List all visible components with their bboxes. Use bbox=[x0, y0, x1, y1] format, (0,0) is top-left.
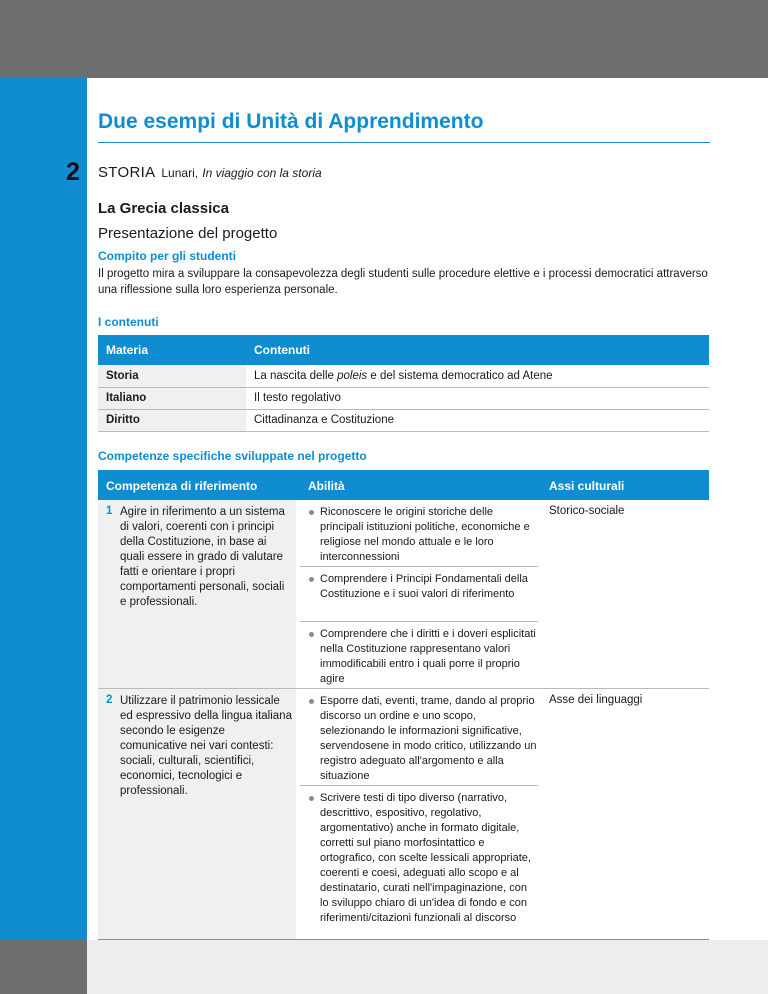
top-band bbox=[0, 0, 768, 78]
footer-band bbox=[87, 940, 768, 994]
competence-number: 2 bbox=[106, 694, 113, 706]
content-text: e del sistema democratico ad Atene bbox=[367, 369, 553, 382]
subject-name: STORIA bbox=[98, 164, 156, 181]
ability-item: Esporre dati, eventi, trame, dando al proprio discorso un ordine e uno scopo, selezionando le informazioni significative, servendosene in modo critico, utilizzando un registro adeguato all'argomento e alla situazione bbox=[306, 694, 538, 784]
chapter-number: 2 bbox=[66, 158, 80, 186]
ability-divider bbox=[300, 785, 538, 786]
col-subject: Materia bbox=[98, 335, 246, 365]
task-text: Il progetto mira a sviluppare la consapevolezza degli studenti sulle procedure elettive e i processi democratici attraverso una riflessione sulla loro esperienza personale. bbox=[98, 268, 708, 296]
content-text: La nascita delle bbox=[254, 369, 338, 382]
col-ability: Abilità bbox=[308, 479, 345, 493]
table-row bbox=[98, 387, 709, 409]
ability-item: Comprendere i Principi Fondamentali della Costituzione e i suoi valori di riferimento bbox=[306, 572, 538, 602]
left-bar-footer bbox=[0, 940, 87, 994]
ability-divider bbox=[300, 621, 538, 622]
competence-number: 1 bbox=[106, 505, 113, 517]
subject-cell: Storia bbox=[98, 365, 246, 387]
col-competence: Competenza di riferimento bbox=[106, 479, 258, 493]
col-content: Contenuti bbox=[246, 335, 709, 365]
content-emphasis: poleis bbox=[337, 369, 368, 382]
ability-item: Comprendere che i diritti e i doveri esplicitati nella Costituzione rappresentano valori immodificabili entro i quali porre il proprio agire bbox=[306, 627, 538, 687]
subject-cell: Diritto bbox=[98, 409, 246, 431]
table-bottom-rule bbox=[98, 939, 709, 940]
title-divider bbox=[98, 142, 710, 143]
table-row bbox=[98, 409, 709, 431]
table-row bbox=[98, 365, 709, 387]
col-axis: Assi culturali bbox=[549, 479, 625, 493]
ability-item: Riconoscere le origini storiche delle principali istituzioni politiche, economiche e religiose nel mondo attuale e le loro interconnessioni bbox=[306, 505, 538, 565]
row-divider bbox=[98, 688, 709, 689]
competence-text: Agire in riferimento a un sistema di valori, coerenti con i principi della Costituzione, in base ai quali essere in grado di valutare fatti e orientare i propri comportamenti personali, sociali e professionali. bbox=[120, 506, 285, 608]
ability-item: Scrivere testi di tipo diverso (narrativo, descrittivo, espositivo, regolativo, argomentativo) anche in formato digitale, corretti sul piano morfosintattico e ortografico, con scelte lessicali appropriate, coerenti e coesi, adeguati allo scopo e al destinatario, curati nell'impaginazione, con lo sviluppo chiaro di un'idea di fondo e con riferimenti/citazioni funzionali al discorso bbox=[306, 791, 538, 926]
contents-heading: I contenuti bbox=[98, 315, 159, 329]
presentation-heading: Presentazione del progetto bbox=[98, 225, 278, 242]
axis-text: Asse dei linguaggi bbox=[549, 694, 643, 706]
left-color-bar bbox=[0, 78, 87, 940]
axis-column bbox=[541, 500, 709, 940]
competence-text: Utilizzare il patrimonio lessicale ed espressivo della lingua italiana secondo le esigenze comunicative nei vari contesti: sociali, culturali, scientifici, economici, tecnologici e professionali. bbox=[120, 695, 292, 797]
content-cell: Cittadinanza e Costituzione bbox=[246, 409, 709, 431]
contents-header-row bbox=[98, 335, 709, 365]
competences-header-row bbox=[98, 470, 709, 500]
subject-line bbox=[98, 164, 322, 181]
book-author: Lunari, bbox=[161, 166, 199, 180]
ability-divider bbox=[300, 566, 538, 567]
subject-cell: Italiano bbox=[98, 387, 246, 409]
axis-text: Storico-sociale bbox=[549, 505, 625, 517]
project-heading: La Grecia classica bbox=[98, 200, 229, 217]
competences-heading: Competenze specifiche sviluppate nel progetto bbox=[98, 449, 367, 463]
content-cell: Il testo regolativo bbox=[246, 387, 709, 409]
book-title: In viaggio con la storia bbox=[202, 166, 322, 180]
page-title: Due esempi di Unità di Apprendimento bbox=[98, 110, 484, 133]
contents-table bbox=[98, 335, 709, 432]
content-cell bbox=[246, 365, 709, 387]
task-heading: Compito per gli studenti bbox=[98, 249, 236, 263]
